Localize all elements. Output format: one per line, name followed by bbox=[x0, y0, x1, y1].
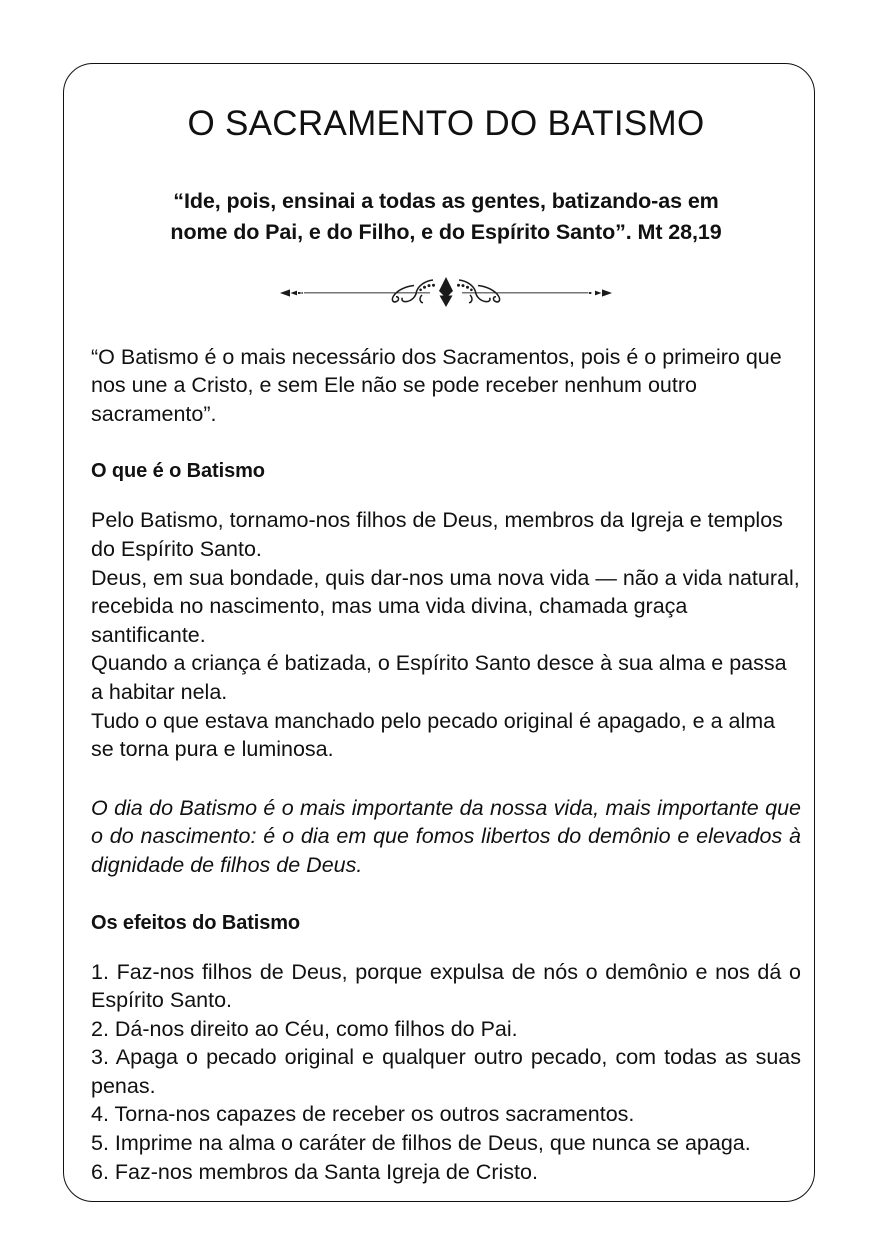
list-item: 4. Torna-nos capazes de receber os outros sacramentos. bbox=[91, 1102, 635, 1127]
content-card bbox=[63, 63, 815, 1202]
paragraph: Tudo o que estava manchado pelo pecado original é apagado, e a alma se torna pura e luminosa. bbox=[91, 708, 776, 762]
list-item: 6. Faz-nos membros da Santa Igreja de Cristo. bbox=[91, 1159, 538, 1184]
paragraph: Quando a criança é batizada, o Espírito Santo desce à sua alma e passa a habitar nela. bbox=[91, 651, 787, 704]
paragraph: Deus, em sua bondade, quis dar-nos uma nova vida — não a vida natural, recebida no nascimento, mas uma vida divina, chamada graça santificante. bbox=[91, 565, 800, 647]
section-heading-os-efeitos-do-batismo: Os efeitos do Batismo bbox=[91, 911, 301, 934]
epigraph-line-2: nome do Pai, e do Filho, e do Espírito Santo”. Mt 28,19 bbox=[170, 220, 722, 245]
page-title: O SACRAMENTO DO BATISMO bbox=[187, 104, 705, 143]
list-item: 5. Imprime na alma o caráter de filhos de Deus, que nunca se apaga. bbox=[91, 1131, 751, 1156]
list-item: 3. Apaga o pecado original e qualquer outro pecado, com todas as suas penas. bbox=[91, 1045, 801, 1098]
section-heading-o-que-e-o-batismo: O que é o Batismo bbox=[91, 460, 265, 483]
effects-list bbox=[91, 936, 801, 1187]
list-item: 2. Dá-nos direito ao Céu, como filhos do Pai. bbox=[91, 1016, 518, 1041]
ornamental-divider bbox=[91, 249, 801, 317]
card-content bbox=[91, 86, 801, 1186]
list-item: 1. Faz-nos filhos de Deus, porque expulsa de nós o demônio e nos dá o Espírito Santo. bbox=[91, 959, 801, 1013]
intro-quote: “O Batismo é o mais necessário dos Sacramentos, pois é o primeiro que nos une a Cristo, e sem Ele não se pode receber nenhum outro sacramento”. bbox=[91, 344, 782, 426]
section-body-definition bbox=[91, 484, 801, 763]
paragraph: Pelo Batismo, tornamo-nos filhos de Deus, membros da Igreja e templos do Espírito Santo. bbox=[91, 508, 783, 561]
emphasis-paragraph: O dia do Batismo é o mais importante da nossa vida, mais importante que o do nascimento: é o dia em que fomos libertos do demônio e elevados à dignidade de filhos de Deus. bbox=[91, 795, 801, 877]
epigraph-line-1: “Ide, pois, ensinai a todas as gentes, batizando-as em bbox=[173, 189, 719, 214]
flourish-divider-icon bbox=[266, 271, 626, 311]
scripture-epigraph bbox=[91, 144, 801, 248]
